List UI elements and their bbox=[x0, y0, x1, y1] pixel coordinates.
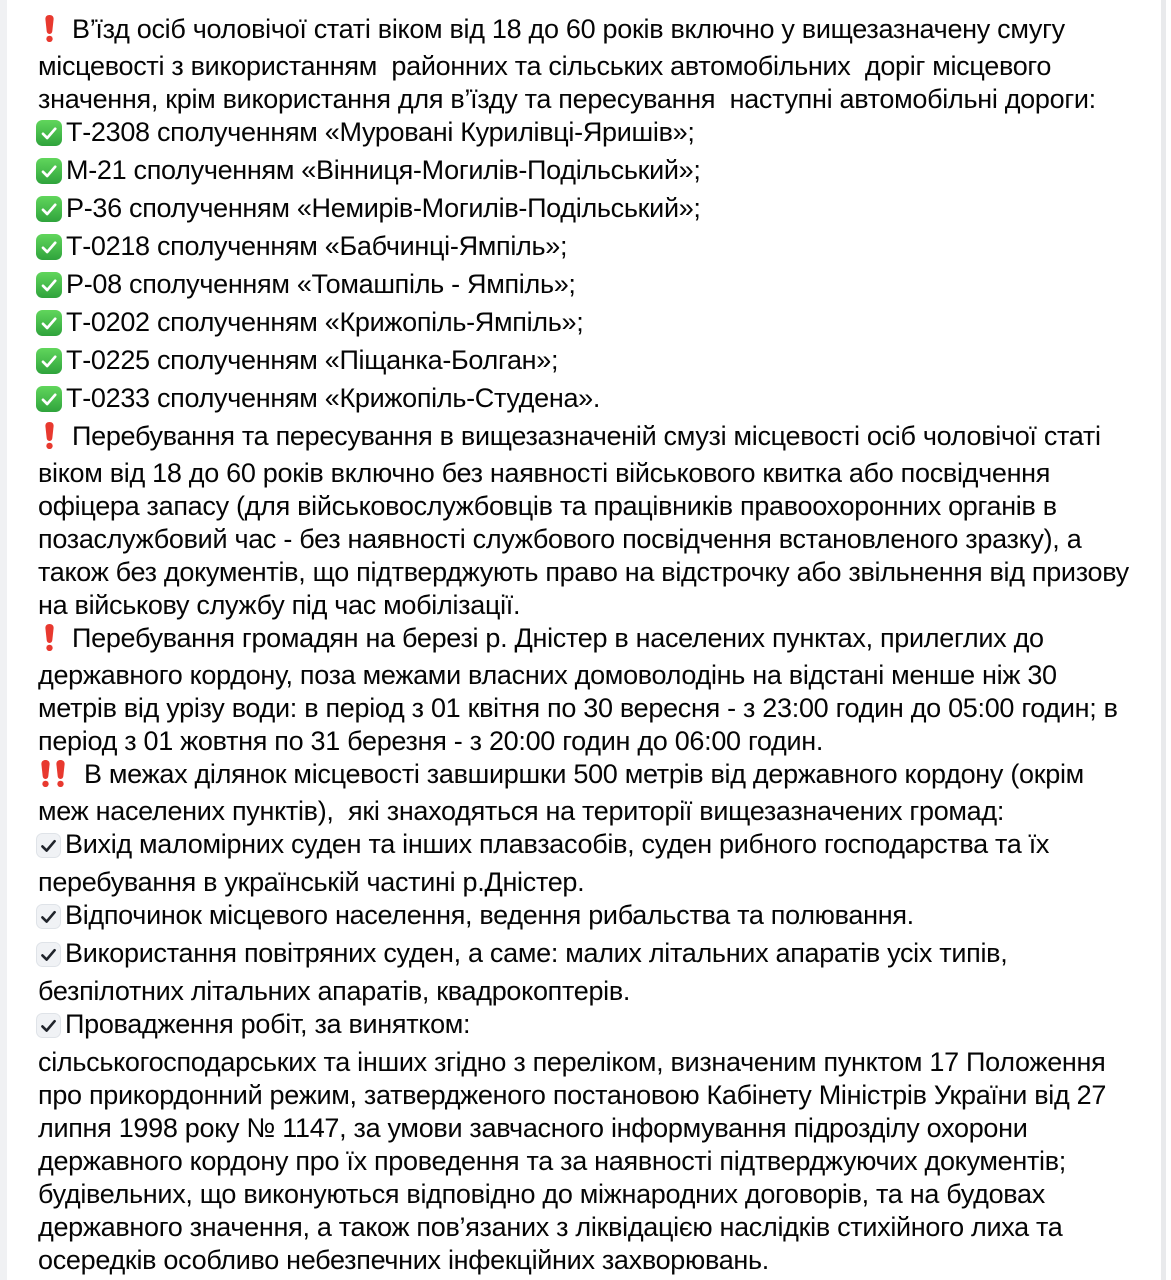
restriction-item bbox=[38, 1008, 1140, 1046]
green-check-icon bbox=[36, 196, 62, 230]
red-exclamation-icon bbox=[42, 14, 57, 50]
light-check-icon bbox=[36, 904, 61, 937]
entry-restriction-paragraph bbox=[38, 13, 1140, 116]
road-item bbox=[38, 116, 1140, 154]
restriction-item-text: Вихід маломірних суден та інших плавзасобів, суден рибного господарства та їх перебування в українській частині р.Дністер. bbox=[38, 829, 1057, 897]
green-check-icon bbox=[36, 234, 62, 268]
left-gutter bbox=[0, 0, 7, 1280]
paragraph-text: Перебування та пересування в вищезазначеній смузі місцевості осіб чоловічої статі віком від 18 до 60 років включно без наявності військового квитка або посвідчення офіцера запасу (для військовослужбовців та працівників правоохоронних органів в позаслужбовий час - без наявності службового посвідчення встановленого зразку), а також без документів, що підтверджують право на відстрочку або звільнення від призову на військову службу під час мобілізації. bbox=[38, 421, 1137, 620]
red-exclamation-icon bbox=[42, 623, 57, 659]
paragraph-text: Перебування громадян на березі р. Дністер в населених пунктах, прилеглих до державного кордону, поза межами власних домоволодінь на відстані менше ніж 30 метрів від урізу води: в період з 01 квітня по 30 вересня - з 23:00 годин до 05:00 годин; в період з 01 жовтня по 31 березня - з 20:00 годин до 06:00 годин. bbox=[38, 623, 1125, 756]
restriction-item-text: Провадження робіт, за винятком: bbox=[65, 1009, 471, 1039]
green-check-icon bbox=[36, 348, 62, 382]
restriction-item bbox=[38, 937, 1140, 1008]
road-item bbox=[38, 382, 1140, 420]
roads-list bbox=[38, 116, 1140, 420]
restriction-item bbox=[38, 899, 1140, 937]
light-check-icon bbox=[36, 1013, 61, 1046]
works-exception-text: сільськогосподарських та інших згідно з переліком, визначеним пунктом 17 Положення про прикордонний режим, затвердженого постановою Кабінету Міністрів України від 27 липня 1998 року № 1147, за умови завчасного інформування підрозділу охорони державного кордону про їх проведення та за наявності підтверджуючих документів; будівельних, що виконуються відповідно до міжнародних договорів, та на будовах державного значення, а також пов’язаних з ліквідацією наслідків стихійного лиха та осередків особливо небезпечних інфекційних захворювань. bbox=[38, 1047, 1114, 1275]
restriction-item-text: Використання повітряних суден, а саме: малих літальних апаратів усіх типів, безпілотних літальних апаратів, квадрокоптерів. bbox=[38, 938, 1015, 1006]
road-item bbox=[38, 306, 1140, 344]
road-item bbox=[38, 192, 1140, 230]
paragraph-text: В межах ділянок місцевості завширшки 500 метрів від державного кордону (окрім меж населених пунктів), які знаходяться на території вищезазначених громад: bbox=[38, 759, 1092, 826]
riverbank-restriction-paragraph bbox=[38, 622, 1140, 758]
green-check-icon bbox=[36, 310, 62, 344]
road-item bbox=[38, 230, 1140, 268]
road-item-text: Т-0233 сполученням «Крижопіль-Студена». bbox=[66, 383, 601, 413]
green-check-icon bbox=[36, 158, 62, 192]
red-exclamation-icon bbox=[42, 421, 57, 457]
post-content bbox=[38, 13, 1140, 1277]
road-item-text: М-21 сполученням «Вінниця-Могилів-Подільський»; bbox=[66, 155, 701, 185]
road-item bbox=[38, 154, 1140, 192]
presence-restriction-paragraph bbox=[38, 420, 1140, 622]
restriction-item bbox=[38, 828, 1140, 899]
red-double-exclamation-icon bbox=[38, 759, 68, 795]
road-item bbox=[38, 344, 1140, 382]
road-item bbox=[38, 268, 1140, 306]
road-item-text: Т-0202 сполученням «Крижопіль-Ямпіль»; bbox=[66, 307, 584, 337]
road-item-text: Р-08 сполученням «Томашпіль - Ямпіль»; bbox=[66, 269, 576, 299]
green-check-icon bbox=[36, 386, 62, 420]
road-item-text: Т-2308 сполученням «Муровані Курилівці-Яришів»; bbox=[66, 117, 695, 147]
paragraph-text: В’їзд осіб чоловічої статі віком від 18 до 60 років включно у вищезазначену смугу місцевості з використанням районних та сільських автомобільних доріг місцевого значення, крім використання для в’їзду та пересування наступні автомобільні дороги: bbox=[38, 14, 1096, 114]
road-item-text: Т-0218 сполученням «Бабчинці-Ямпіль»; bbox=[66, 231, 568, 261]
restrictions-list bbox=[38, 828, 1140, 1046]
light-check-icon bbox=[36, 833, 61, 866]
road-item-text: Т-0225 сполученням «Піщанка-Болган»; bbox=[66, 345, 559, 375]
scrollbar-track[interactable] bbox=[1161, 0, 1166, 1280]
road-item-text: Р-36 сполученням «Немирів-Могилів-Подільський»; bbox=[66, 193, 701, 223]
restriction-item-text: Відпочинок місцевого населення, ведення рибальства та полювання. bbox=[65, 900, 914, 930]
green-check-icon bbox=[36, 272, 62, 306]
light-check-icon bbox=[36, 942, 61, 975]
green-check-icon bbox=[36, 120, 62, 154]
zone-500m-paragraph bbox=[38, 758, 1140, 828]
